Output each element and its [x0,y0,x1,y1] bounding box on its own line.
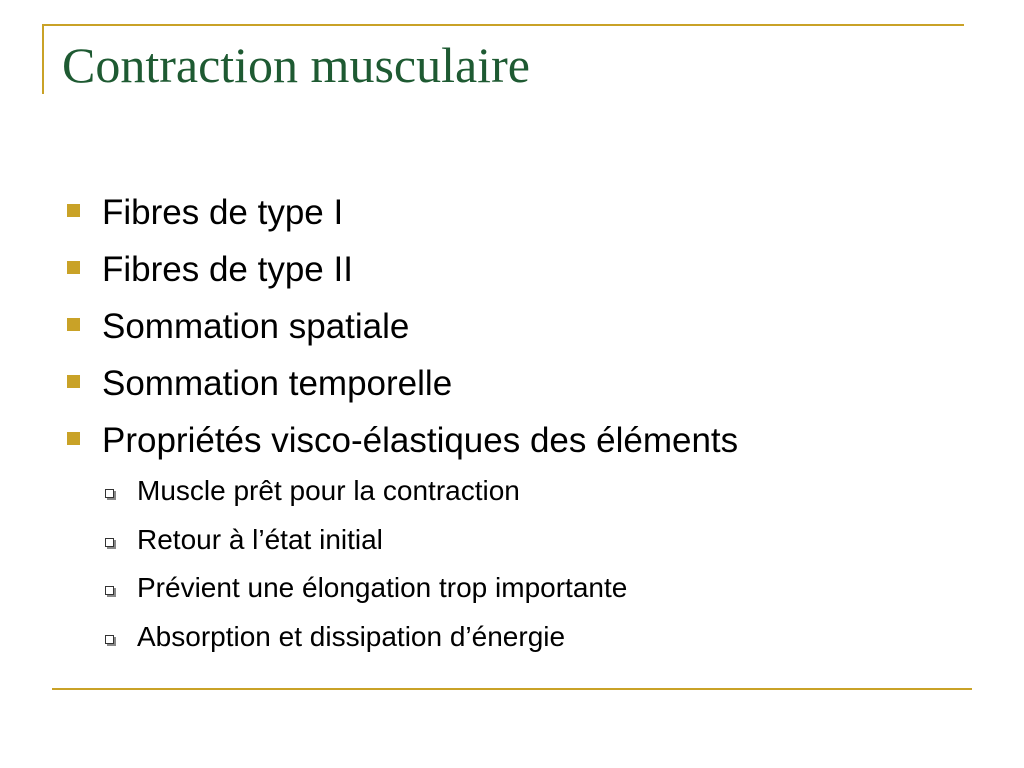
hollow-square-bullet-icon [105,586,114,595]
bullet-text: Sommation temporelle [102,364,453,403]
square-bullet-icon [67,204,80,217]
title-frame-left-line [42,24,44,94]
sub-bullet-item [60,467,990,516]
sub-bullet-item [60,564,990,613]
footer-divider [52,688,972,690]
square-bullet-icon [67,432,80,445]
bullet-item [60,412,990,469]
sub-bullet-item [60,613,990,662]
hollow-square-bullet-icon [105,489,114,498]
sub-bullet-list [60,467,990,661]
bullet-item [60,355,990,412]
bullet-text: Fibres de type I [102,193,344,232]
sub-bullet-text: Prévient une élongation trop importante [137,572,628,603]
sub-bullet-item [60,516,990,565]
sub-bullet-text: Muscle prêt pour la contraction [137,475,520,506]
bullet-item [60,184,990,241]
hollow-square-bullet-icon [105,635,114,644]
bullet-item [60,298,990,355]
title-frame-top-line [42,24,964,26]
square-bullet-icon [67,261,80,274]
bullet-text: Sommation spatiale [102,307,410,346]
bullet-text: Propriétés visco-élastiques des éléments [102,421,739,460]
bullet-item [60,241,990,298]
hollow-square-bullet-icon [105,538,114,547]
sub-bullet-text: Retour à l’état initial [137,523,383,555]
square-bullet-icon [67,318,80,331]
sub-bullet-text: Absorption et dissipation d’énergie [137,620,566,652]
slide-content [60,184,990,661]
square-bullet-icon [67,375,80,388]
slide-title: Contraction musculaire [62,37,530,93]
bullet-text: Fibres de type II [102,250,353,289]
bullet-list [60,184,990,469]
